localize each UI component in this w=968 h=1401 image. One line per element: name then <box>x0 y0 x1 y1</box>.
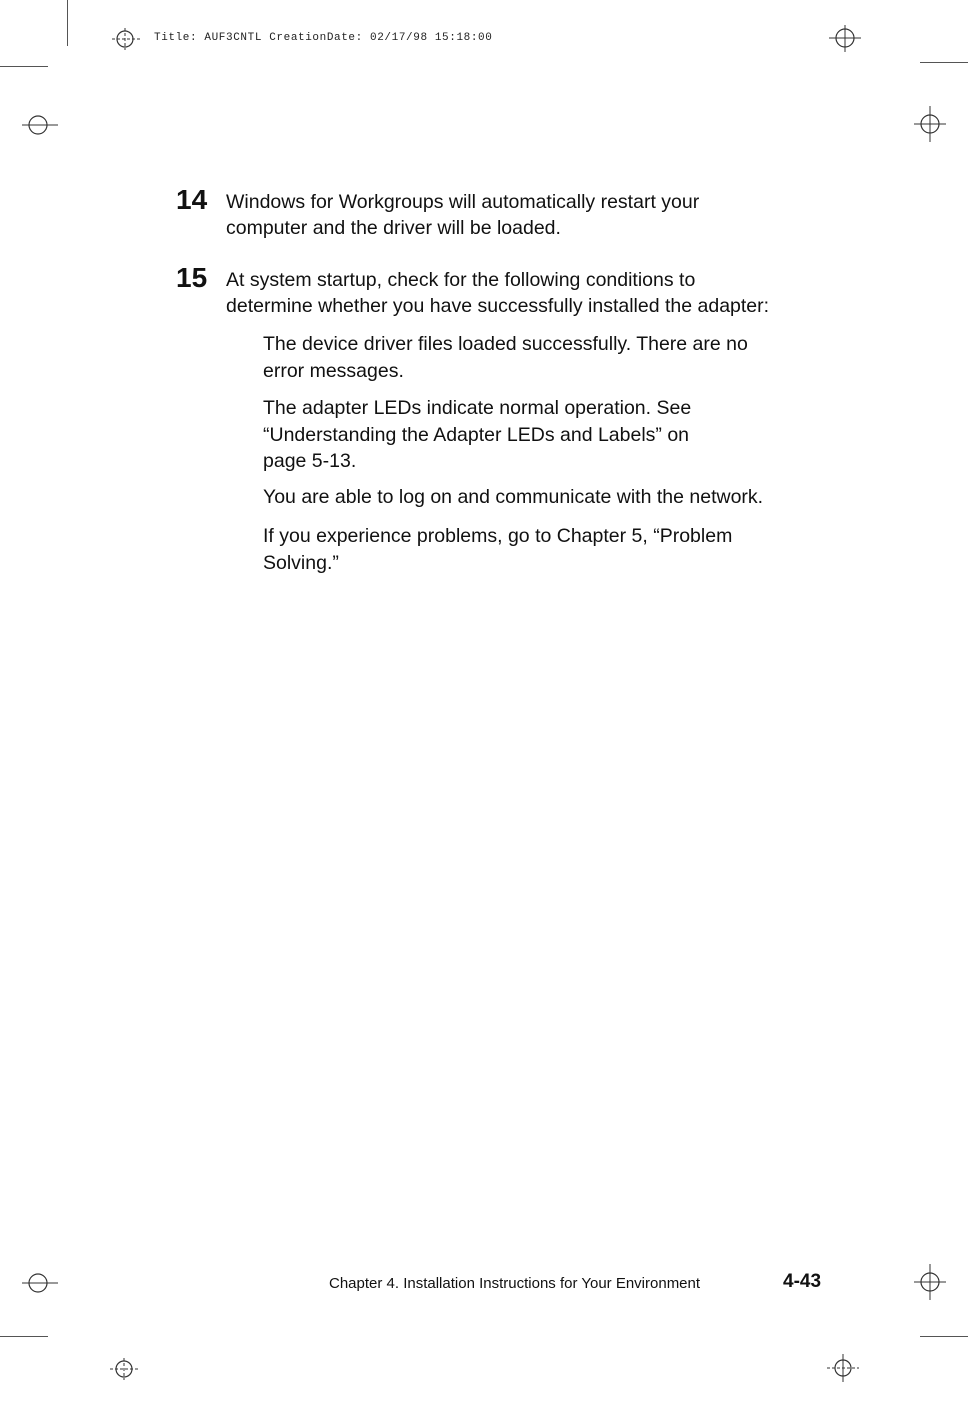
step-number-14: 14 <box>176 184 208 215</box>
condition-line: You are able to log on and communicate with the network. <box>263 486 764 508</box>
registration-mark-icon <box>108 24 148 54</box>
condition-item-problems <box>263 523 823 576</box>
registration-mark-icon <box>106 1354 146 1384</box>
trim-line <box>0 1336 48 1337</box>
page-number: 4-43 <box>783 1271 822 1292</box>
trim-line <box>67 0 68 46</box>
step-15-line: determine whether you have successfully installed the adapter: <box>226 295 770 317</box>
condition-item-leds <box>263 395 823 475</box>
condition-line: If you experience problems, go to Chapter 5, “Problem <box>263 525 733 547</box>
registration-mark-icon <box>825 22 865 56</box>
trim-line <box>920 62 968 63</box>
step-15-line: At system startup, check for the following conditions to <box>226 269 696 291</box>
condition-line: The device driver files loaded successfully. There are no <box>263 333 748 355</box>
registration-mark-icon <box>910 104 950 144</box>
step-14-text <box>226 189 826 241</box>
condition-line: error messages. <box>263 359 404 382</box>
registration-mark-icon <box>20 110 60 140</box>
step-15-text <box>226 267 826 319</box>
trim-line <box>0 66 48 67</box>
registration-mark-icon <box>20 1268 60 1298</box>
condition-item-network <box>263 484 823 511</box>
step-14-line: Windows for Workgroups will automatically restart your <box>226 191 700 213</box>
registration-mark-icon <box>910 1262 950 1302</box>
condition-line: The adapter LEDs indicate normal operation. See <box>263 397 692 419</box>
registration-mark-icon <box>823 1350 863 1386</box>
document-header-metadata: Title: AUF3CNTL CreationDate: 02/17/98 15:18:00 <box>154 32 493 44</box>
footer-chapter-title: Chapter 4. Installation Instructions for Your Environment <box>329 1275 701 1292</box>
step-14-line: computer and the driver will be loaded. <box>226 217 561 239</box>
condition-item-driver-loaded <box>263 331 823 384</box>
condition-line: Solving.” <box>263 551 339 574</box>
condition-line: page 5-13. <box>263 450 357 472</box>
trim-line <box>920 1336 968 1337</box>
step-number-15: 15 <box>176 262 208 293</box>
condition-line: “Understanding the Adapter LEDs and Labels” on <box>263 423 690 446</box>
